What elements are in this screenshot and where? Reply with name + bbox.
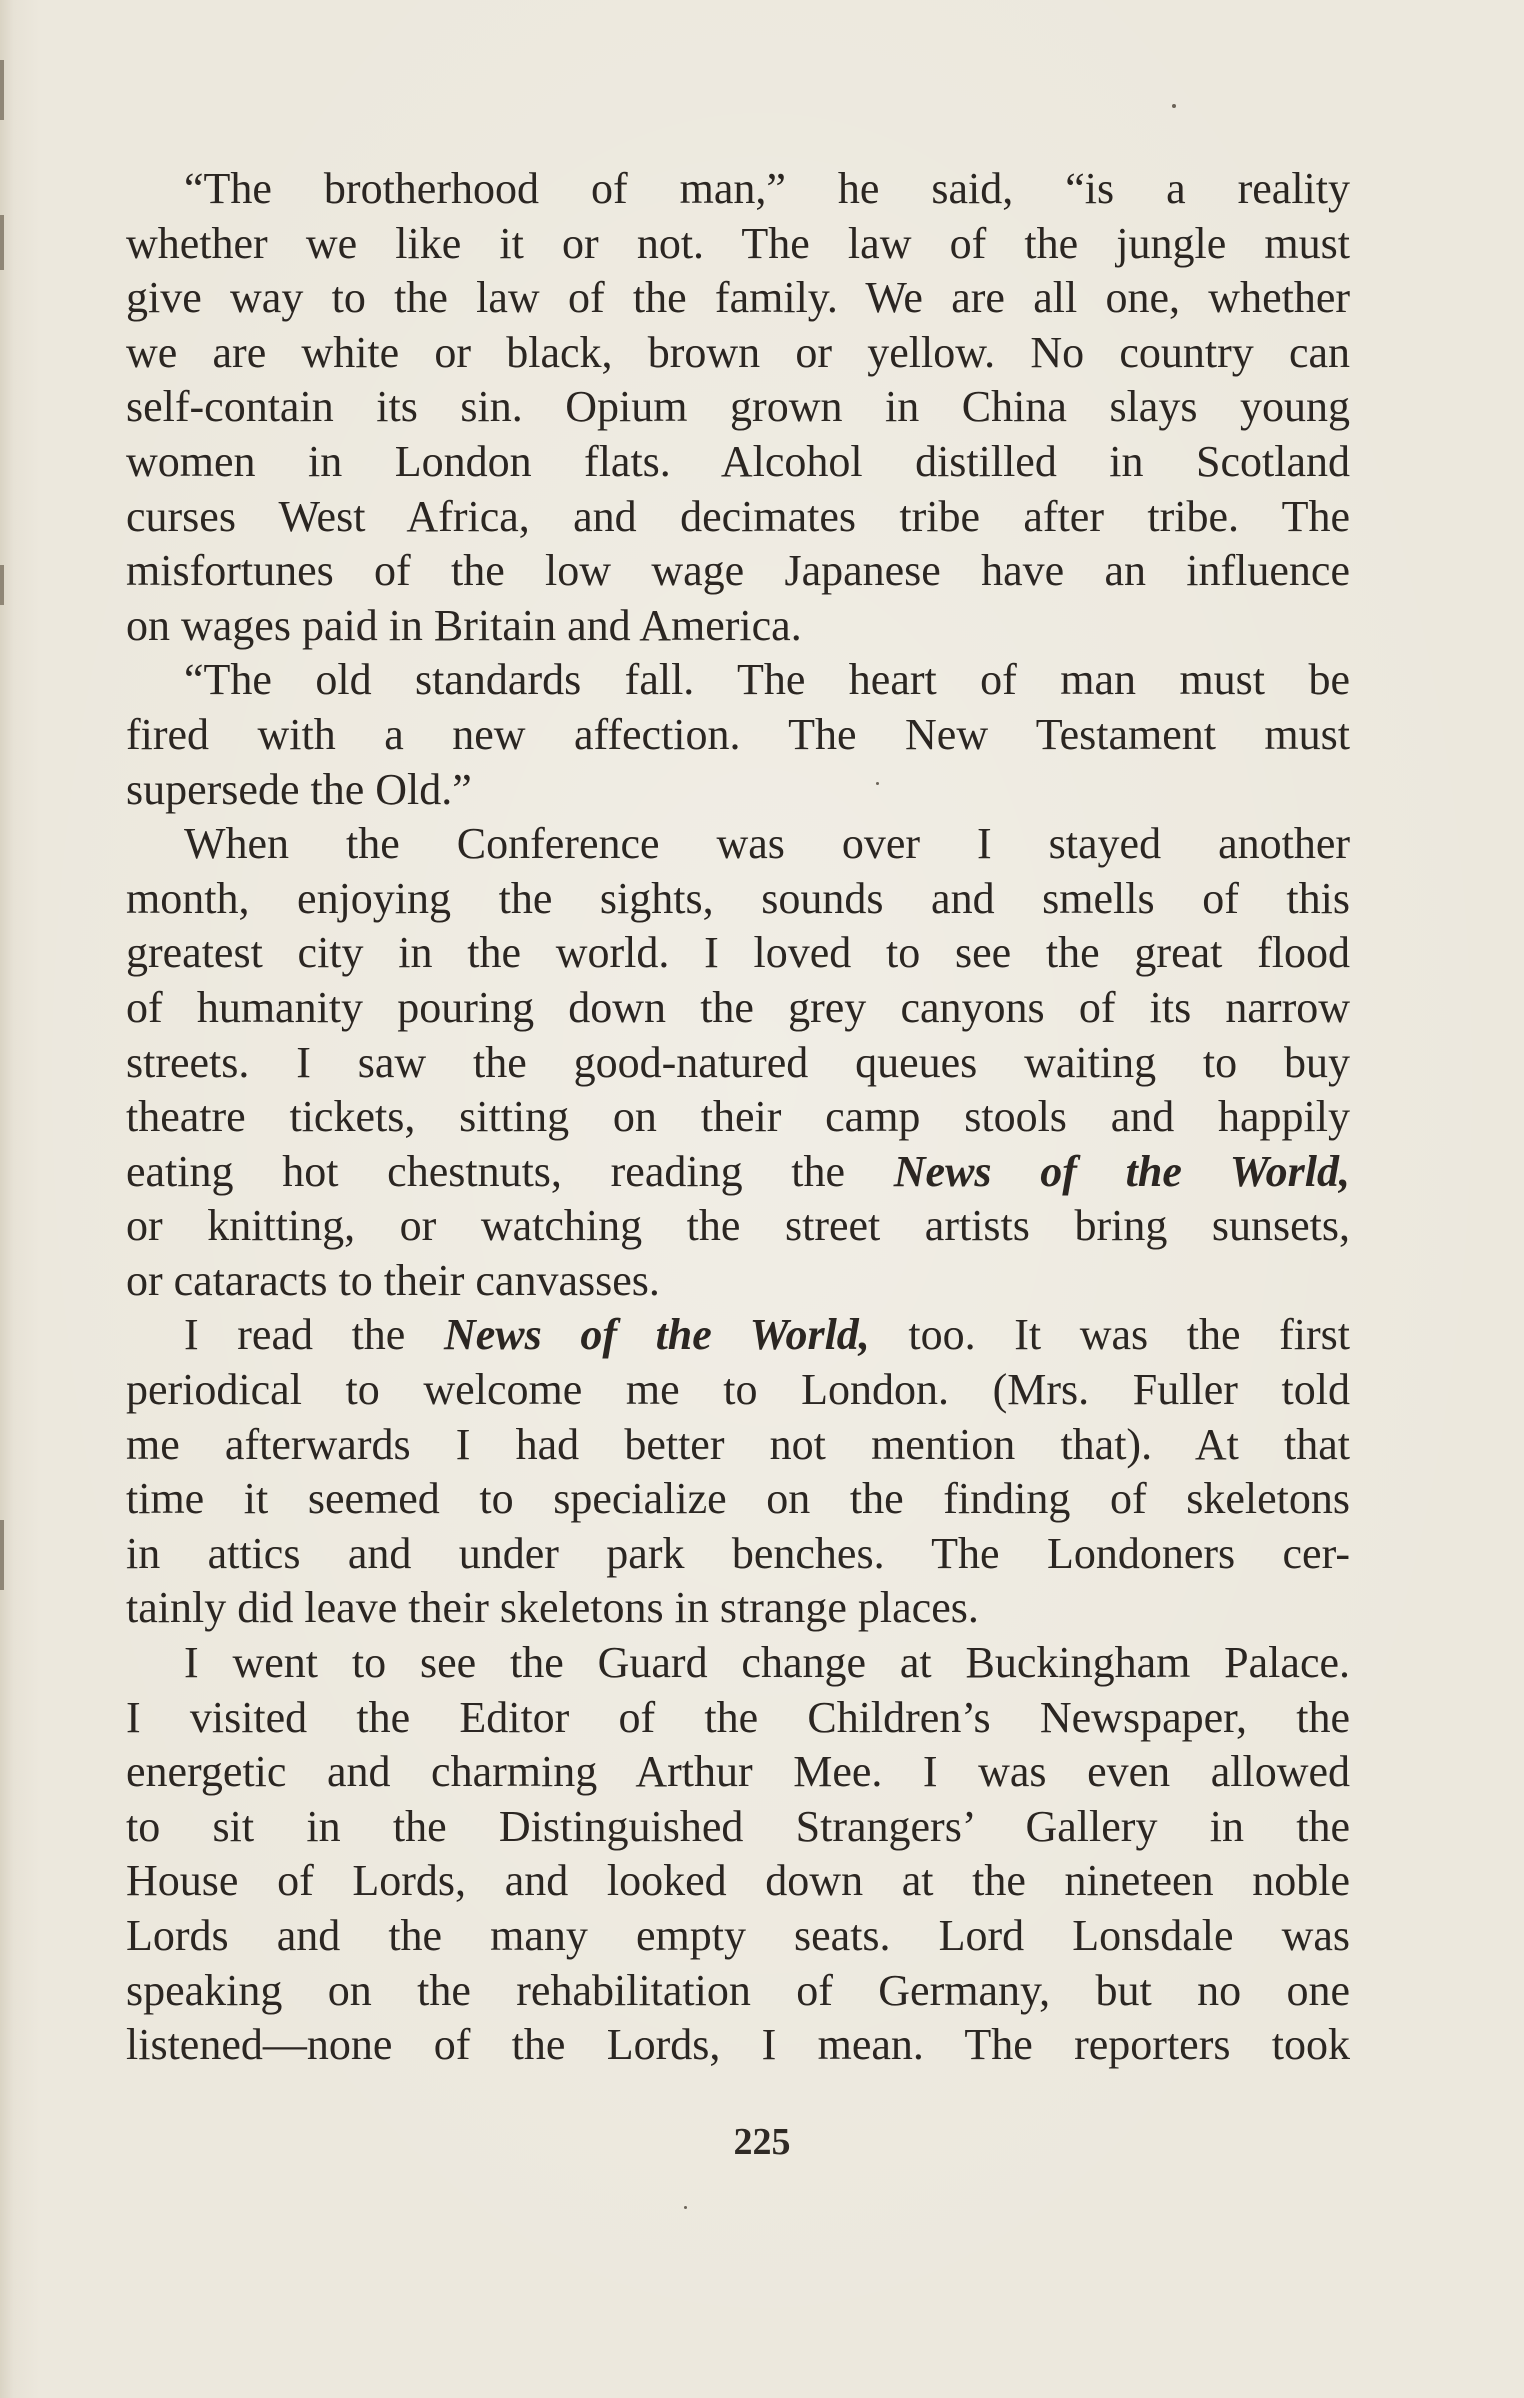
- body-text: [126, 162, 1350, 2073]
- text-line: supersede the Old.”: [126, 764, 472, 814]
- text-line: [126, 1308, 1350, 1363]
- paper-speck: [684, 2206, 687, 2209]
- text-line: in attics and under park benches. The Londoners cer-: [126, 1528, 1350, 1578]
- spine-edge-mark: [0, 565, 4, 605]
- text-segment: too. It was the first: [869, 1310, 1350, 1360]
- text-line: I visited the Editor of the Children’s Newspaper, the: [126, 1692, 1350, 1742]
- text-line: we are white or black, brown or yellow. No country can: [126, 327, 1350, 377]
- text-line: of humanity pouring down the grey canyons of its narrow: [126, 982, 1350, 1032]
- text-line: fired with a new affection. The New Testament must: [126, 709, 1350, 759]
- paper-speck: [1172, 104, 1176, 108]
- italic-title: News of the World,: [443, 1310, 870, 1360]
- spine-edge-mark: [0, 1520, 4, 1590]
- text-line: I went to see the Guard change at Buckingham Palace.: [184, 1638, 1350, 1688]
- text-line: or cataracts to their canvasses.: [126, 1255, 660, 1305]
- text-line: [126, 1145, 1350, 1200]
- page-number: 225: [733, 2121, 791, 2163]
- text-line: “The brotherhood of man,” he said, “is a reality: [184, 164, 1350, 213]
- text-line: month, enjoying the sights, sounds and smells of this: [126, 873, 1350, 923]
- text-line: theatre tickets, sitting on their camp stools and happily: [126, 1092, 1350, 1142]
- text-line: self-contain its sin. Opium grown in China slays young: [126, 382, 1350, 432]
- text-line: periodical to welcome me to London. (Mrs. Fuller told: [126, 1365, 1350, 1415]
- text-line: time it seemed to specialize on the finding of skeletons: [126, 1474, 1350, 1524]
- text-line: When the Conference was over I stayed another: [184, 819, 1350, 869]
- text-line: streets. I saw the good-natured queues waiting to buy: [126, 1037, 1350, 1087]
- text-line: on wages paid in Britain and America.: [126, 600, 802, 650]
- text-line: House of Lords, and looked down at the nineteen noble: [126, 1856, 1350, 1906]
- text-line: “The old standards fall. The heart of man must be: [184, 655, 1350, 705]
- text-line: to sit in the Distinguished Strangers’ Gallery in the: [126, 1801, 1350, 1851]
- text-segment: I read the: [184, 1310, 444, 1360]
- text-line: curses West Africa, and decimates tribe after tribe. The: [126, 491, 1350, 541]
- text-line: greatest city in the world. I loved to see the great flood: [126, 928, 1350, 978]
- text-line: Lords and the many empty seats. Lord Lonsdale was: [126, 1911, 1350, 1960]
- text-line: women in London flats. Alcohol distilled in Scotland: [126, 436, 1350, 486]
- text-line: misfortunes of the low wage Japanese have an influence: [126, 546, 1350, 596]
- text-line: me afterwards I had better not mention that). At that: [126, 1419, 1350, 1469]
- text-line: or knitting, or watching the street artists bring sunsets,: [126, 1201, 1350, 1251]
- text-segment: eating hot chestnuts, reading the: [126, 1146, 894, 1196]
- text-line: listened—none of the Lords, I mean. The reporters took: [126, 2020, 1350, 2070]
- text-line: tainly did leave their skeletons in strange places.: [126, 1583, 979, 1633]
- text-line: give way to the law of the family. We are all one, whether: [126, 273, 1350, 323]
- text-line: energetic and charming Arthur Mee. I was even allowed: [126, 1747, 1350, 1797]
- spine-edge-mark: [0, 215, 4, 270]
- spine-edge-mark: [0, 60, 4, 120]
- italic-title: News of the World,: [893, 1146, 1350, 1196]
- text-line: speaking on the rehabilitation of Germany, but no one: [126, 1965, 1350, 2015]
- text-line: whether we like it or not. The law of the jungle must: [126, 218, 1350, 268]
